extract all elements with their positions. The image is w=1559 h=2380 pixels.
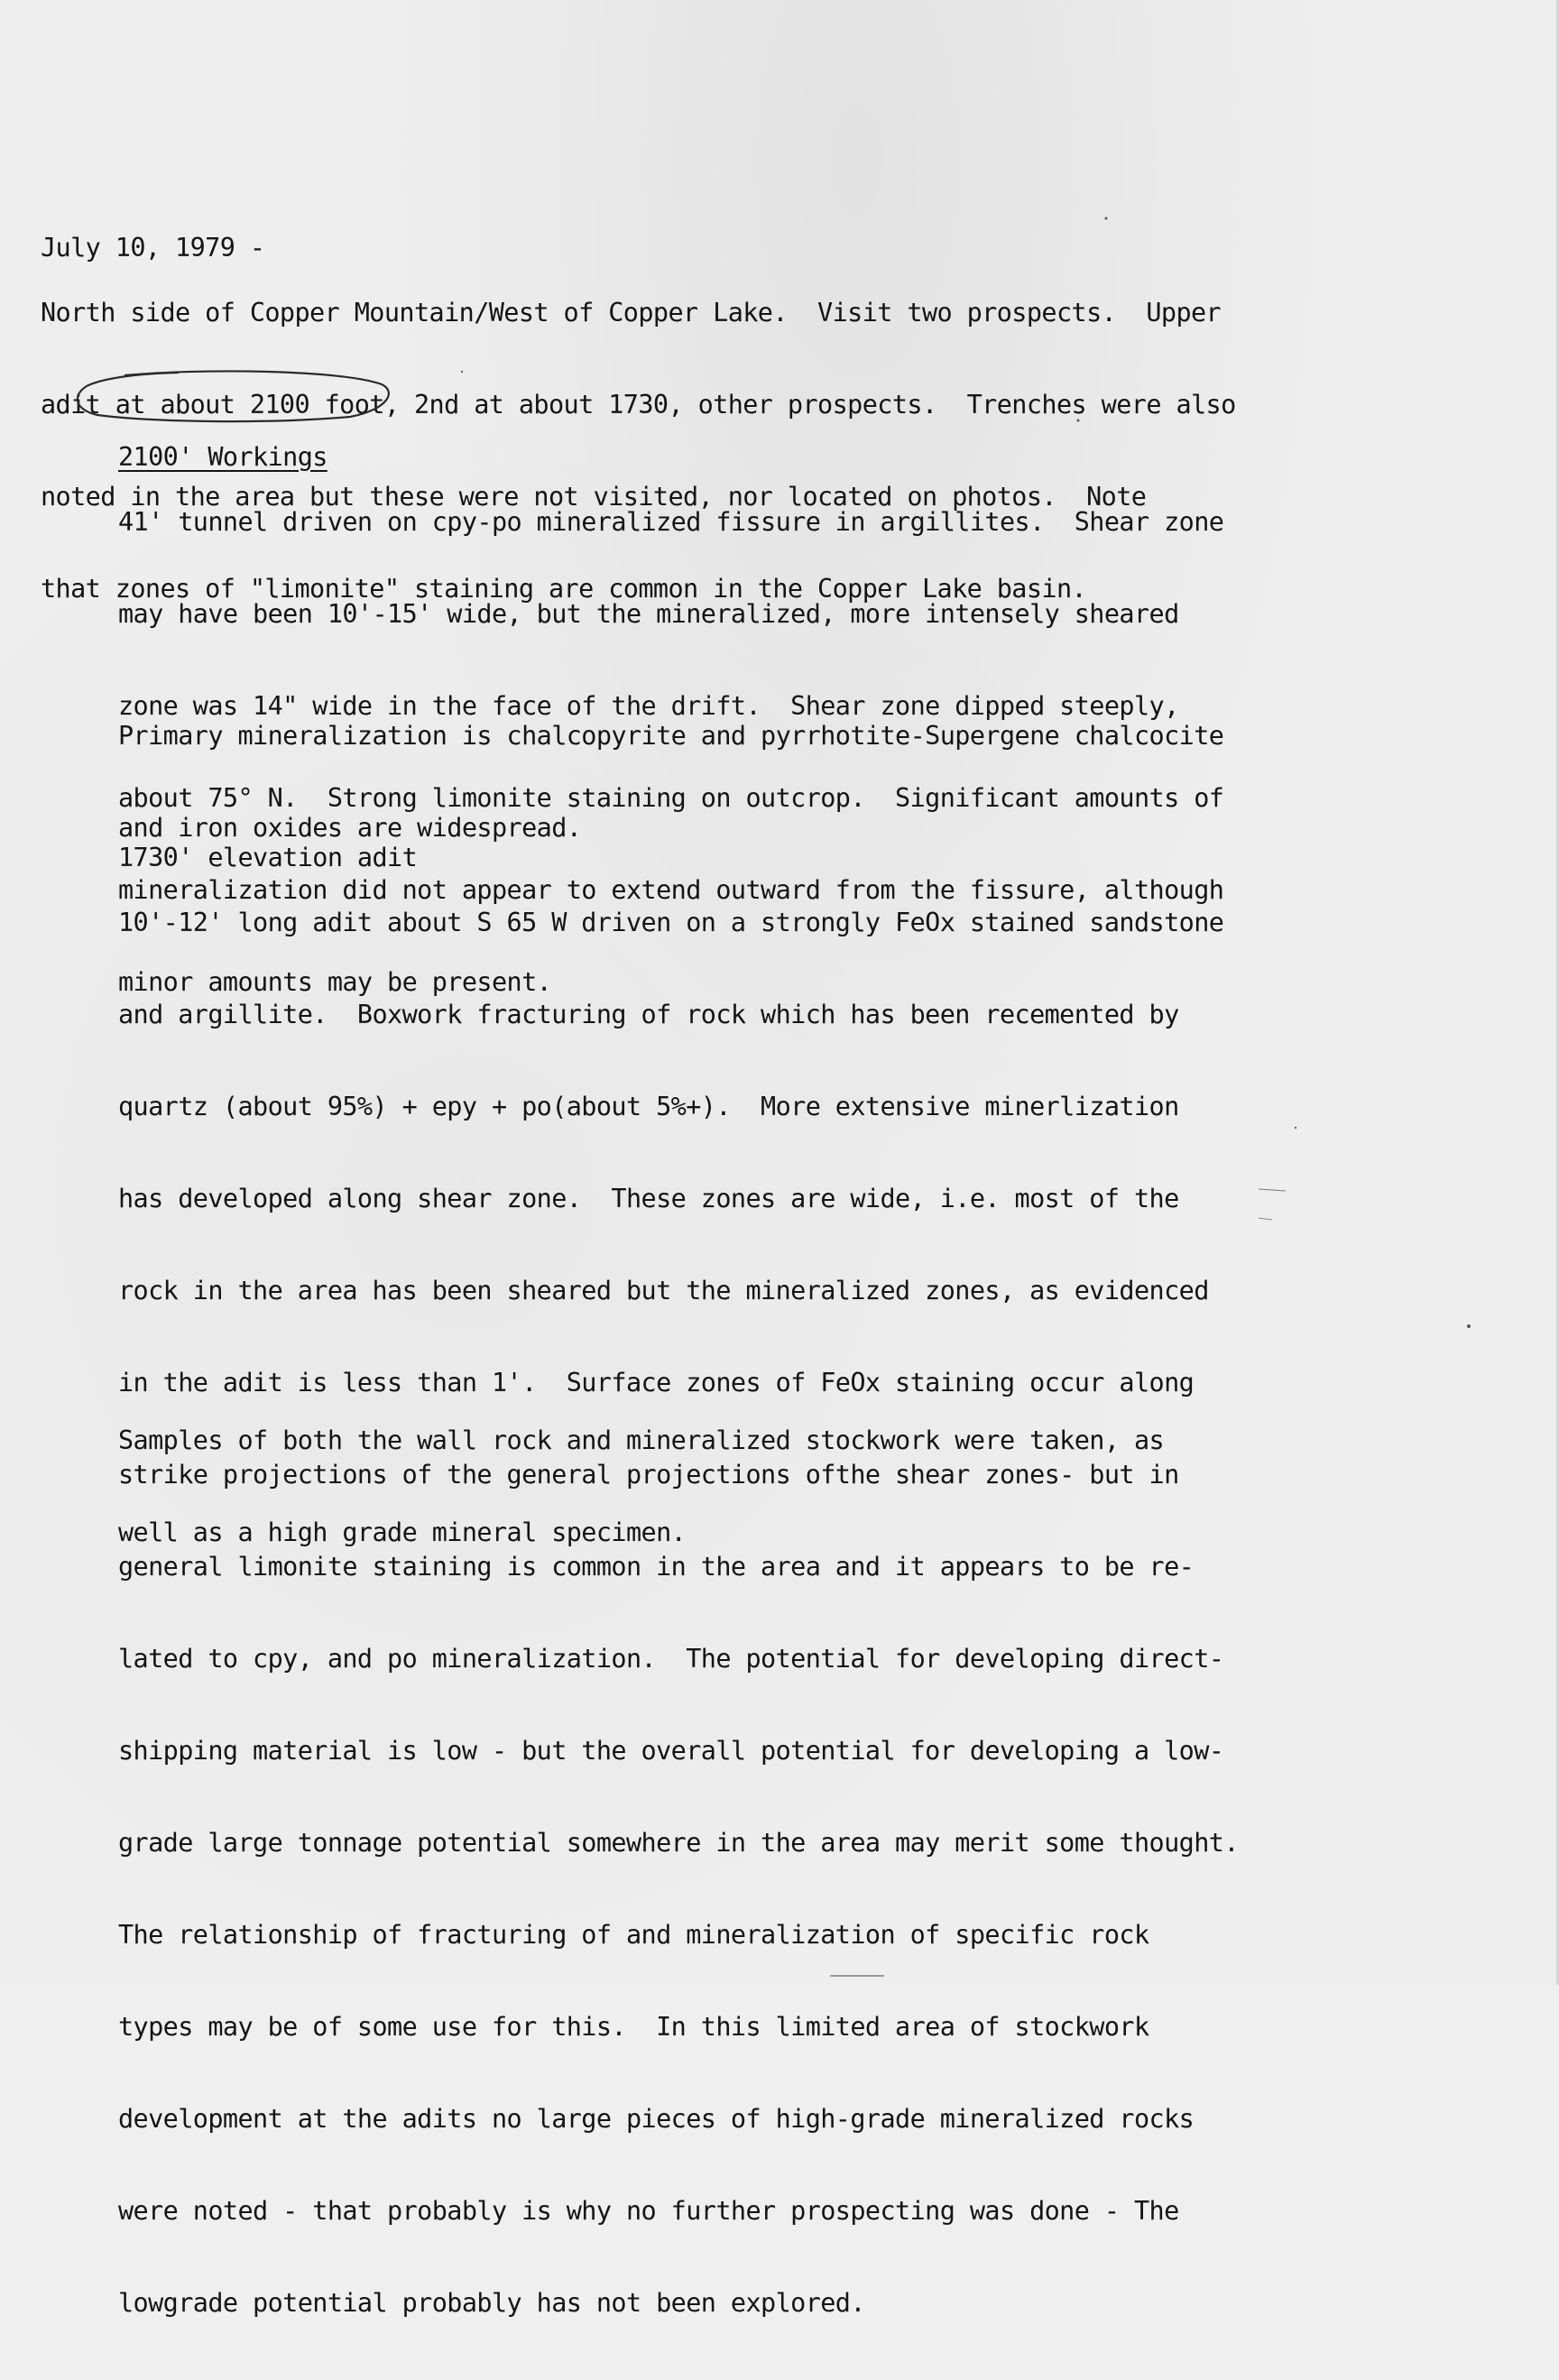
paragraph-line: were noted - that probably is why no further prospecting was done - The (118, 2196, 1179, 2226)
paragraph-line: about 75° N. Strong limonite staining on outcrop. Significant amounts of (118, 783, 1224, 813)
intro-line: that zones of "limonite" staining are common in the Copper Lake basin. (41, 574, 1087, 604)
paragraph-line: The relationship of fracturing of and mineralization of specific rock (118, 1920, 1149, 1950)
paragraph-line: types may be of some use for this. In this limited area of stockwork (118, 2012, 1149, 2042)
paragraph-line: shipping material is low - but the overall potential for developing a low- (118, 1736, 1224, 1766)
paragraph-line: 10'-12' long adit about S 65 W driven on a strongly FeOx stained sandstone (118, 908, 1224, 937)
paragraph-line: strike projections of the general projections ofthe shear zones- but in (118, 1460, 1179, 1490)
paragraph-line: 41' tunnel driven on cpy-po mineralized fissure in argillites. Shear zone (118, 507, 1224, 537)
paragraph-line: Primary mineralization is chalcopyrite and pyrrhotite-Supergene chalcocite (118, 721, 1224, 751)
paragraph-line: Samples of both the wall rock and mineralized stockwork were taken, as (118, 1425, 1165, 1455)
paragraph-line: has developed along shear zone. These zones are wide, i.e. most of the (118, 1184, 1179, 1213)
section2-paragraph2 (118, 1364, 1164, 1610)
intro-line: North side of Copper Mountain/West of Copper Lake. Visit two prospects. Upper (41, 298, 1222, 327)
paragraph-line: mineralization did not appear to extend outward from the fissure, although (118, 875, 1224, 905)
paragraph-line: may have been 10'-15' wide, but the mineralized, more intensely sheared (118, 599, 1179, 629)
paragraph-line: development at the adits no large pieces of high-grade mineralized rocks (118, 2104, 1195, 2134)
paragraph-line: zone was 14" wide in the face of the drift. Shear zone dipped steeply, (118, 691, 1179, 721)
paragraph-line: quartz (about 95%) + epy + po(about 5%+). More extensive minerlization (118, 1092, 1179, 1121)
paragraph-line: minor amounts may be present. (118, 967, 552, 997)
section2-paragraph1 (118, 846, 1239, 2380)
paragraph-line: and argillite. Boxwork fracturing of rock which has been recemented by (118, 1000, 1179, 1029)
paragraph-line: lowgrade potential probably has not been explored. (118, 2288, 865, 2318)
heading-1730-text: 1730' elevation adit (118, 843, 418, 872)
paragraph-line: rock in the area has been sheared but the mineralized zones, as evidenced (118, 1276, 1209, 1305)
heading-2100-text: 2100' Workings (118, 442, 327, 472)
paragraph-line: in the adit is less than 1'. Surface zones of FeOx staining occur along (118, 1368, 1195, 1398)
intro-line: noted in the area but these were not visited, nor located on photos. Note (41, 482, 1147, 512)
date-line: July 10, 1979 - (41, 233, 265, 263)
intro-line: adit at about 2100 foot, 2nd at about 1730, other prospects. Trenches were also (41, 390, 1236, 420)
paragraph-line: and iron oxides are widespread. (118, 813, 582, 843)
paragraph-line: well as a high grade mineral specimen. (118, 1517, 687, 1547)
paragraph-line: lated to cpy, and po mineralization. The potential for developing direct- (118, 1644, 1224, 1674)
paragraph-line: grade large tonnage potential somewhere in the area may merit some thought. (118, 1828, 1239, 1858)
paragraph-line: general limonite staining is common in the area and it appears to be re- (118, 1552, 1195, 1582)
